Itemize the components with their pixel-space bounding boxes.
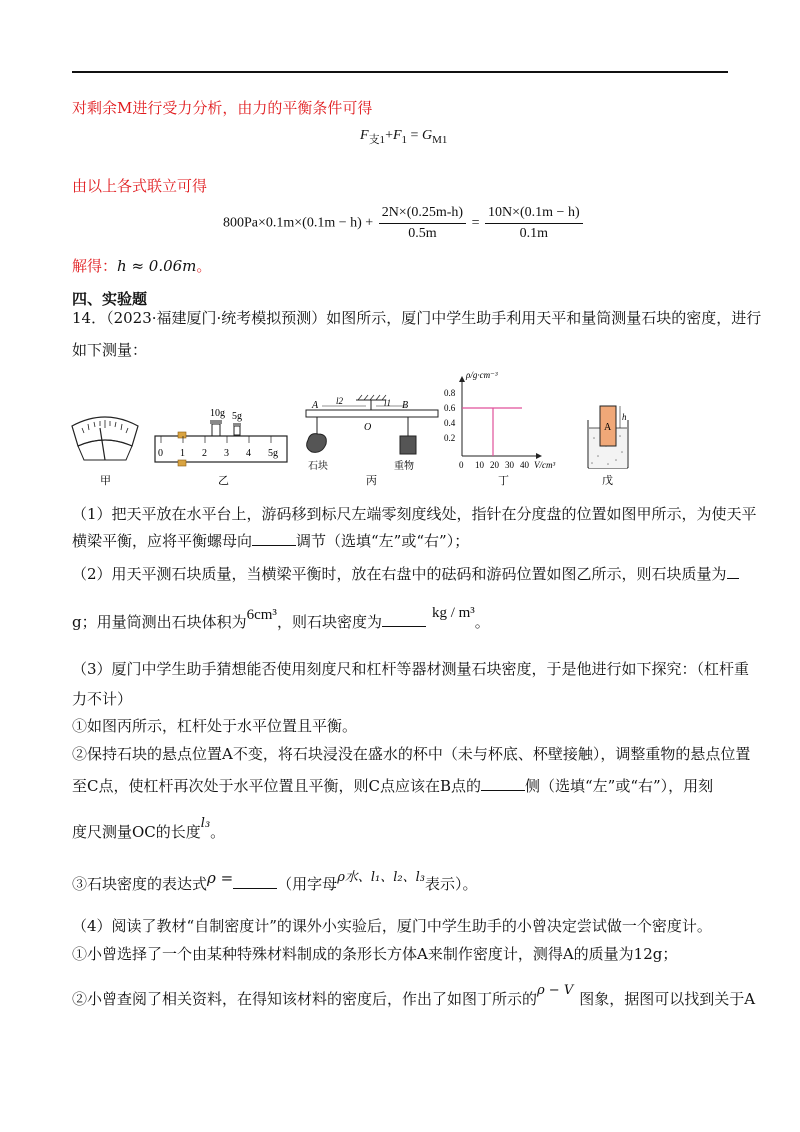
svg-text:石块: 石块 bbox=[308, 461, 328, 472]
part-3-step-2b: 至C点，使杠杆再次处于水平位置且平衡，则C点应该在B点的 侧（选填“左”或“右”），用刻 bbox=[72, 777, 714, 795]
part-3-step-3: ③石块密度的表达式ρ = （用字母ρ水、l₁、l₂、l₃表示）。 bbox=[72, 869, 478, 893]
figure-ding-graph bbox=[444, 370, 555, 487]
svg-text:h: h bbox=[622, 412, 627, 422]
svg-text:4: 4 bbox=[246, 448, 251, 459]
svg-text:O: O bbox=[364, 422, 372, 433]
question-intro-1: 14．（2023·福建厦门·统考模拟预测）如图所示，厦门中学生助手利用天平和量筒测量石块的密度，进行 bbox=[72, 309, 762, 327]
part-4-line-a: （4）阅读了教材“自制密度计”的课外小实验后，厦门中学生助手的小曾决定尝试做一个密度计。 bbox=[72, 917, 712, 935]
figure-wu-beaker bbox=[588, 406, 628, 487]
svg-text:30: 30 bbox=[505, 460, 514, 470]
blank-2b[interactable] bbox=[382, 612, 426, 627]
svg-text:A: A bbox=[604, 422, 612, 433]
header-rule bbox=[72, 71, 728, 73]
solution-line-1: 对剩余M进行受力分析，由力的平衡条件可得 bbox=[72, 99, 373, 117]
svg-text:丙: 丙 bbox=[366, 475, 377, 487]
part-3-line-b: 力不计） bbox=[72, 690, 133, 708]
equation-force-balance: $F_{支1}+F_1 = G_{M1}$ bbox=[360, 128, 448, 146]
blank-2a[interactable] bbox=[727, 564, 739, 579]
figure-yi-ruler bbox=[155, 408, 287, 487]
part-3-step-2a: ②保持石块的悬点位置A不变，将石块浸没在盛水的杯中（未与杯底、杯壁接触），调整重物的悬点位置 bbox=[72, 745, 751, 763]
svg-text:0: 0 bbox=[459, 460, 464, 470]
blank-3a[interactable] bbox=[481, 776, 525, 791]
svg-text:重物: 重物 bbox=[394, 461, 414, 472]
svg-text:0.2: 0.2 bbox=[444, 433, 456, 443]
figure-bing-lever bbox=[306, 395, 438, 487]
svg-text:5g: 5g bbox=[232, 411, 242, 422]
svg-text:戊: 戊 bbox=[602, 475, 613, 487]
svg-text:l1: l1 bbox=[384, 398, 392, 408]
part-1-line-b: 横梁平衡，应将平衡螺母向 调节（选填“左”或“右”）； bbox=[72, 532, 470, 550]
svg-text:20: 20 bbox=[490, 460, 499, 470]
svg-text:3: 3 bbox=[224, 448, 229, 459]
part-1-line-a: （1）把天平放在水平台上，游码移到标尺左端零刻度线处，指针在分度盘的位置如图甲所示，为使天平 bbox=[72, 505, 757, 523]
figure-jia-dial bbox=[72, 417, 138, 487]
svg-text:B: B bbox=[402, 400, 409, 411]
part-3-step-1: ①如图丙所示，杠杆处于水平位置且平衡。 bbox=[72, 717, 358, 735]
experiment-figure bbox=[60, 368, 660, 490]
part-2-line-a: （2）用天平测石块质量，当横梁平衡时，放在右盘中的砝码和游码位置如图乙所示，则石块质量为 bbox=[72, 564, 732, 584]
svg-text:l2: l2 bbox=[336, 396, 344, 406]
svg-text:V/cm³: V/cm³ bbox=[534, 460, 556, 470]
svg-text:ρ/g·cm⁻³: ρ/g·cm⁻³ bbox=[466, 370, 498, 380]
svg-text:10g: 10g bbox=[210, 408, 225, 419]
solution-line-2: 由以上各式联立可得 bbox=[72, 177, 208, 195]
svg-text:10: 10 bbox=[475, 460, 484, 470]
part-4-step-1: ①小曾选择了一个由某种特殊材料制成的条形长方体A来制作密度计，测得A的质量为12g； bbox=[72, 945, 678, 963]
svg-text:40: 40 bbox=[520, 460, 529, 470]
question-intro-2: 如下测量： bbox=[72, 341, 148, 359]
svg-text:0: 0 bbox=[158, 448, 163, 459]
part-3-line-a: （3）厦门中学生助手猜想能否使用刻度尺和杠杆等器材测量石块密度，于是他进行如下探究：（杠杆重 bbox=[72, 660, 750, 678]
svg-text:乙: 乙 bbox=[218, 475, 229, 487]
section-title: 四、实验题 bbox=[72, 290, 148, 308]
part-3-step-2d: 度尺测量OC的长度l₃。 bbox=[72, 816, 226, 841]
svg-text:1: 1 bbox=[180, 448, 185, 459]
equation-combined: 800Pa×0.1m×(0.1m − h) + $\frac{2N\times(0.25m-h)}{0.5m}$ = $\frac{10N\times(0.1m - h)}{0.1m}$ bbox=[223, 205, 585, 242]
svg-text:丁: 丁 bbox=[498, 475, 509, 487]
blank-3b[interactable] bbox=[233, 874, 277, 889]
svg-text:甲: 甲 bbox=[100, 475, 111, 487]
part-4-step-2: ②小曾查阅了相关资料，在得知该材料的密度后，作出了如图丁所示的ρ − V 图象，据图可以找到关于A bbox=[72, 983, 756, 1008]
svg-text:A: A bbox=[312, 400, 319, 411]
blank-1[interactable] bbox=[252, 531, 296, 546]
part-2-line-b: g；用量筒测出石块体积为6cm³，则石块密度为 kg / m³。 bbox=[72, 605, 490, 631]
svg-text:0.8: 0.8 bbox=[444, 388, 456, 398]
svg-text:5g: 5g bbox=[268, 448, 278, 459]
svg-text:2: 2 bbox=[202, 448, 207, 459]
svg-text:0.6: 0.6 bbox=[444, 403, 456, 413]
solution-answer: 解得：h ≈ 0.06m。 bbox=[72, 257, 212, 275]
svg-text:0.4: 0.4 bbox=[444, 418, 456, 428]
